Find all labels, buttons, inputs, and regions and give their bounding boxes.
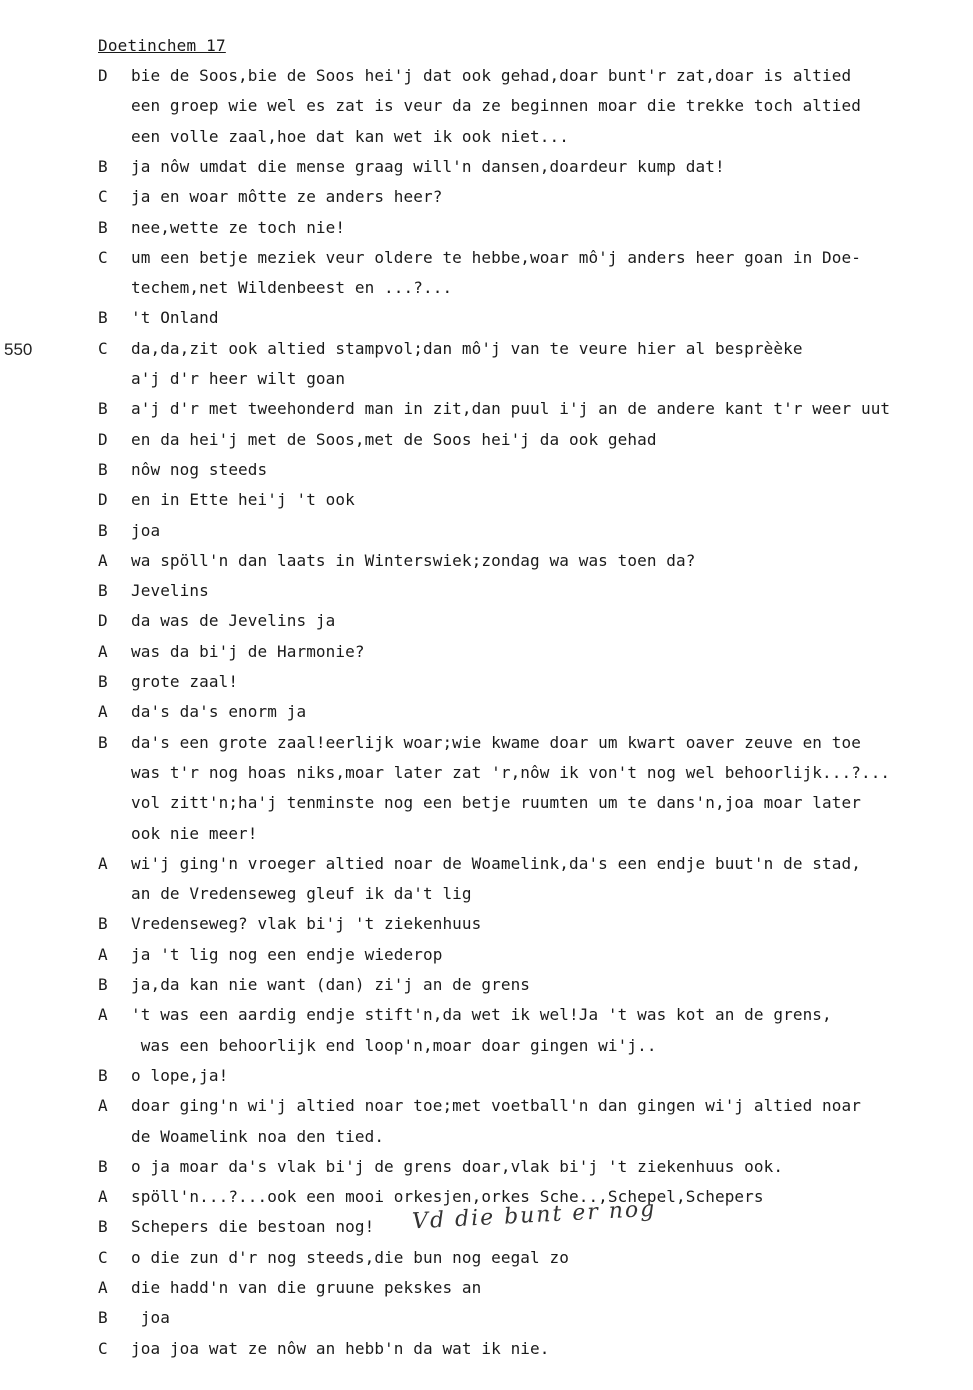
utterance-text: Vredenseweg? vlak bi'j 't ziekenhuus bbox=[131, 914, 482, 934]
handwritten-annotation: Vd die bunt er nog bbox=[411, 1196, 657, 1235]
utterance-text: nôw nog steeds bbox=[131, 459, 268, 479]
transcript-line bbox=[0, 945, 973, 975]
transcript-line bbox=[0, 278, 973, 308]
transcript-line bbox=[0, 824, 973, 854]
transcript-line bbox=[0, 763, 973, 793]
utterance-text: een volle zaal,hoe dat kan wet ik ook niet... bbox=[131, 126, 569, 146]
utterance-text: spöll'n...?...ook een mooi orkesjen,orkes Sche..,Schepel,Schepers bbox=[131, 1187, 764, 1207]
transcript-line bbox=[0, 551, 973, 581]
speaker-label: D bbox=[98, 611, 108, 631]
transcript-line bbox=[0, 1066, 973, 1096]
utterance-text: da's een grote zaal!eerlijk woar;wie kwame doar um kwart oaver zeuve en toe bbox=[131, 732, 861, 752]
speaker-label: D bbox=[98, 429, 108, 449]
utterance-text: a'j d'r met tweehonderd man in zit,dan puul i'j an de andere kant t'r weer uut bbox=[131, 399, 891, 419]
utterance-text: joa bbox=[131, 1308, 170, 1328]
speaker-label: B bbox=[98, 459, 108, 479]
utterance-text: da,da,zit ook altied stampvol;dan mô'j van te veure hier al besprèèke bbox=[131, 338, 803, 358]
utterance-text: was da bi'j de Harmonie? bbox=[131, 641, 365, 661]
transcript-line bbox=[0, 308, 973, 338]
utterance-text: da was de Jevelins ja bbox=[131, 611, 336, 631]
utterance-text: an de Vredenseweg gleuf ik da't lig bbox=[131, 884, 472, 904]
transcript-line bbox=[0, 975, 973, 1005]
speaker-label: A bbox=[98, 1005, 108, 1025]
transcript-line bbox=[0, 369, 973, 399]
utterance-text: a'j d'r heer wilt goan bbox=[131, 369, 346, 388]
utterance-text: ja nôw umdat die mense graag will'n dansen,doardeur kump dat! bbox=[131, 156, 725, 176]
transcript-line bbox=[0, 611, 973, 641]
speaker-label: A bbox=[98, 641, 108, 661]
utterance-text: techem,net Wildenbeest en ...?... bbox=[131, 278, 453, 298]
transcript-line bbox=[0, 642, 973, 672]
page-header: Doetinchem 17 bbox=[98, 36, 226, 55]
utterance-text: vol zitt'n;ha'j tenminste nog een betje ruumten um te dans'n,joa moar later bbox=[131, 793, 861, 813]
utterance-text: o die zun d'r nog steeds,die bun nog eegal zo bbox=[131, 1247, 569, 1267]
utterance-text: ja,da kan nie want (dan) zi'j an de grens bbox=[131, 975, 531, 994]
transcript-line bbox=[0, 248, 973, 278]
speaker-label: B bbox=[98, 308, 108, 328]
utterance-text: wi'j ging'n vroeger altied noar de Woamelink,da's een endje buut'n de stad, bbox=[131, 853, 861, 873]
speaker-label: B bbox=[98, 732, 108, 752]
utterance-text: um een betje meziek veur oldere te hebbe,woar mô'j anders heer goan in Doe- bbox=[131, 247, 861, 267]
speaker-label: A bbox=[98, 702, 108, 722]
speaker-label: B bbox=[98, 1065, 108, 1085]
transcript-line bbox=[0, 399, 973, 429]
speaker-label: B bbox=[98, 217, 108, 237]
transcript-line bbox=[0, 793, 973, 823]
utterance-text: Jevelins bbox=[131, 581, 209, 601]
transcript-line bbox=[0, 1248, 973, 1278]
speaker-label: C bbox=[98, 338, 108, 358]
speaker-label: C bbox=[98, 1247, 108, 1267]
speaker-label: B bbox=[98, 156, 108, 176]
speaker-label: A bbox=[98, 944, 108, 964]
transcript-line bbox=[0, 218, 973, 248]
speaker-label: C bbox=[98, 1338, 108, 1358]
transcript-line bbox=[0, 854, 973, 884]
utterance-text: o lope,ja! bbox=[131, 1065, 229, 1085]
transcript-line bbox=[0, 1127, 973, 1157]
transcript-line bbox=[0, 581, 973, 611]
speaker-label: B bbox=[98, 581, 108, 601]
speaker-label: A bbox=[98, 1096, 108, 1116]
utterance-text: en da hei'j met de Soos,met de Soos hei'j da ook gehad bbox=[131, 429, 657, 449]
speaker-label: B bbox=[98, 1156, 108, 1176]
utterance-text: 't Onland bbox=[131, 308, 219, 328]
utterance-text: grote zaal! bbox=[131, 672, 239, 691]
transcript-line bbox=[0, 733, 973, 763]
utterance-text: een groep wie wel es zat is veur da ze beginnen moar die trekke toch altied bbox=[131, 96, 861, 116]
speaker-label: B bbox=[98, 520, 108, 540]
transcript-line bbox=[0, 1308, 973, 1338]
utterance-text: wa spöll'n dan laats in Winterswiek;zondag wa was toen da? bbox=[131, 550, 696, 570]
utterance-text: bie de Soos,bie de Soos hei'j dat ook gehad,doar bunt'r zat,doar is altied bbox=[131, 66, 852, 85]
transcript-line bbox=[0, 1096, 973, 1126]
speaker-label: D bbox=[98, 66, 108, 85]
utterance-text: ja en woar môtte ze anders heer? bbox=[131, 187, 443, 207]
speaker-label: B bbox=[98, 1308, 108, 1328]
transcript-line bbox=[0, 702, 973, 732]
utterance-text: was t'r nog hoas niks,moar later zat 'r,nôw ik von't nog wel behoorlijk...?... bbox=[131, 762, 891, 782]
transcript-line bbox=[0, 1157, 973, 1187]
transcript-line bbox=[0, 66, 973, 96]
transcript-line bbox=[0, 914, 973, 944]
transcript-line bbox=[0, 884, 973, 914]
transcript-line bbox=[0, 127, 973, 157]
transcript-line bbox=[0, 460, 973, 490]
speaker-label: D bbox=[98, 490, 108, 510]
transcript-line bbox=[0, 96, 973, 126]
speaker-label: B bbox=[98, 975, 108, 994]
speaker-label: A bbox=[98, 1278, 108, 1297]
speaker-label: B bbox=[98, 914, 108, 934]
speaker-label: B bbox=[98, 1217, 108, 1237]
speaker-label: C bbox=[98, 247, 108, 267]
utterance-text: ook nie meer! bbox=[131, 823, 258, 843]
utterance-text: nee,wette ze toch nie! bbox=[131, 217, 346, 237]
utterance-text: Schepers die bestoan nog! bbox=[131, 1217, 375, 1237]
utterance-text: die hadd'n van die gruune pekskes an bbox=[131, 1278, 482, 1297]
utterance-text: en in Ette hei'j 't ook bbox=[131, 490, 355, 510]
transcript-line bbox=[0, 1339, 973, 1369]
utterance-text: was een behoorlijk end loop'n,moar doar gingen wi'j.. bbox=[131, 1035, 657, 1055]
utterance-text: joa joa wat ze nôw an hebb'n da wat ik nie. bbox=[131, 1338, 550, 1358]
transcript-line bbox=[0, 187, 973, 217]
utterance-text: ja 't lig nog een endje wiederop bbox=[131, 944, 443, 964]
transcript-line bbox=[0, 1036, 973, 1066]
utterance-text: o ja moar da's vlak bi'j de grens doar,vlak bi'j 't ziekenhuus ook. bbox=[131, 1156, 784, 1176]
transcript-line bbox=[0, 339, 973, 369]
transcript-line bbox=[0, 1005, 973, 1035]
transcript-line bbox=[0, 430, 973, 460]
line-number-marker: 550 bbox=[4, 340, 33, 359]
utterance-text: da's da's enorm ja bbox=[131, 702, 307, 722]
utterance-text: joa bbox=[131, 520, 161, 540]
speaker-label: B bbox=[98, 399, 108, 419]
transcript-line bbox=[0, 157, 973, 187]
transcript-line bbox=[0, 521, 973, 551]
transcript-line bbox=[0, 672, 973, 702]
speaker-label: C bbox=[98, 187, 108, 207]
utterance-text: doar ging'n wi'j altied noar toe;met voetball'n dan gingen wi'j altied noar bbox=[131, 1096, 861, 1116]
speaker-label: B bbox=[98, 672, 108, 691]
transcript-line bbox=[0, 1278, 973, 1308]
speaker-label: A bbox=[98, 550, 108, 570]
speaker-label: A bbox=[98, 1187, 108, 1207]
transcript-line bbox=[0, 490, 973, 520]
utterance-text: 't was een aardig endje stift'n,da wet ik wel!Ja 't was kot an de grens, bbox=[131, 1005, 832, 1025]
utterance-text: de Woamelink noa den tied. bbox=[131, 1126, 385, 1146]
speaker-label: A bbox=[98, 853, 108, 873]
